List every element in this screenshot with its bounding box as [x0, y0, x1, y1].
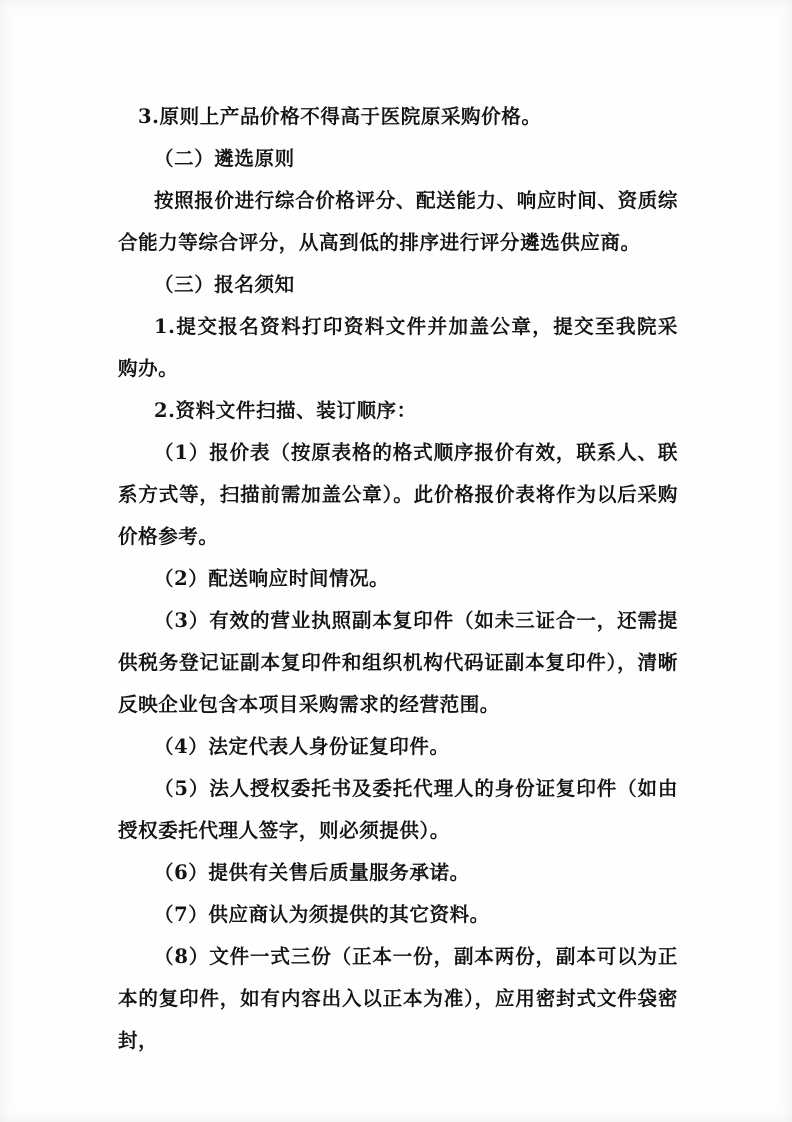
paragraph-heading-selection-principle: （二）遴选原则	[154, 147, 295, 170]
paragraph-attachment-5: （5）法人授权委托书及委托代理人的身份证复印件（如由授权委托代理人签字，则必须提供）。	[118, 777, 678, 842]
paragraph-selection-principle-body: 按照报价进行综合价格评分、配送能力、响应时间、资质综合能力等综合评分，从高到低的排序进行评分遴选供应商。	[118, 189, 678, 254]
paragraph-registration-item-1: 1.提交报名资料打印资料文件并加盖公章，提交至我院采购办。	[118, 315, 678, 380]
paragraph-attachment-8: （8）文件一式三份（正本一份，副本两份，副本可以为正本的复印件，如有内容出入以正本为准），应用密封式文件袋密封，	[118, 945, 678, 1052]
paragraph-heading-registration-notice: （三）报名须知	[154, 273, 295, 296]
paragraph-attachment-4: （4）法定代表人身份证复印件。	[154, 735, 450, 758]
paragraph-item-3: 3.原则上产品价格不得高于医院原采购价格。	[138, 105, 542, 128]
paragraph-attachment-6: （6）提供有关售后质量服务承诺。	[154, 861, 470, 884]
paragraph-attachment-7: （7）供应商认为须提供的其它资料。	[154, 903, 490, 926]
paragraph-attachment-3: （3）有效的营业执照副本复印件（如未三证合一，还需提供税务登记证副本复印件和组织机构代码证副本复印件），清晰反映企业包含本项目采购需求的经营范围。	[118, 609, 678, 716]
paragraph-attachment-2: （2）配送响应时间情况。	[154, 567, 390, 590]
paragraph-registration-item-2: 2.资料文件扫描、装订顺序：	[154, 399, 417, 422]
paragraph-attachment-1: （1）报价表（按原表格的格式顺序报价有效，联系人、联系方式等，扫描前需加盖公章）。此价格报价表将作为以后采购价格参考。	[118, 441, 678, 548]
document-body	[118, 96, 678, 1062]
